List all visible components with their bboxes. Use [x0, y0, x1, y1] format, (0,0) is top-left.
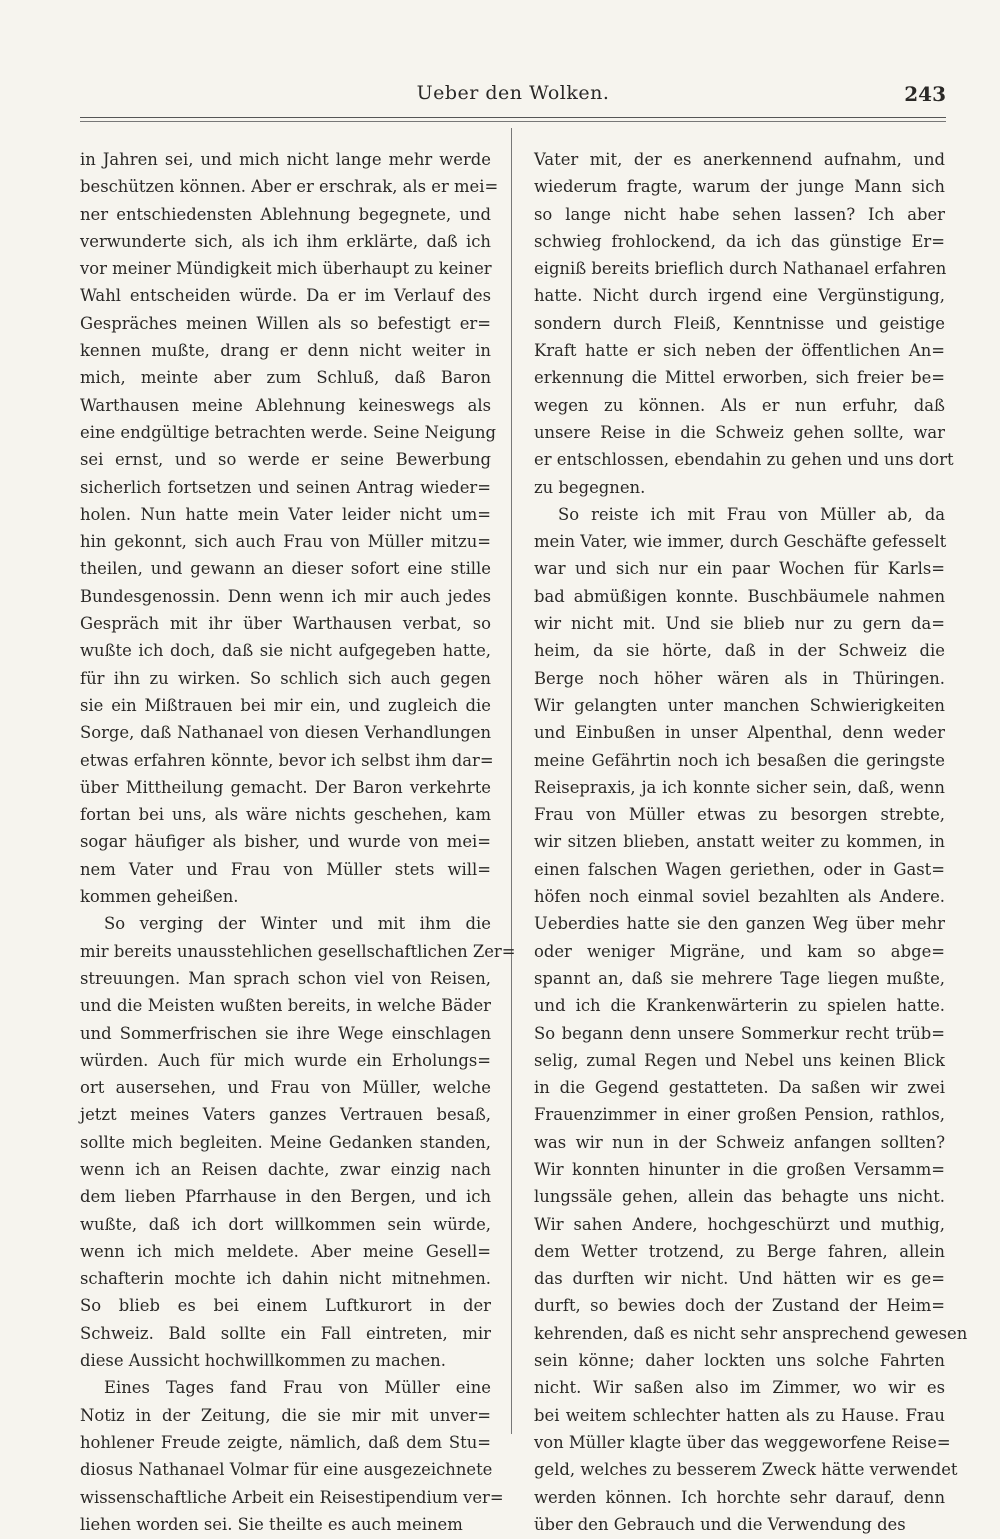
text-line: nicht. Wir saßen also im Zimmer, wo wir es — [534, 1378, 945, 1398]
text-line: für ihn zu wirken. So schlich sich auch gegen — [80, 668, 491, 688]
running-head — [80, 82, 946, 110]
text-line: So blieb es bei einem Luftkurort in der — [80, 1296, 491, 1316]
text-line: meine Gefährtin noch ich besaßen die geringste — [534, 750, 945, 770]
text-line: höfen noch einmal soviel bezahlten als Andere. — [534, 887, 945, 907]
text-line: von Müller klagte über das weggeworfene Reise= — [534, 1432, 951, 1452]
text-line: wenn ich mich meldete. Aber meine Gesell= — [80, 1241, 491, 1261]
text-line: verwunderte sich, als ich ihm erklärte, daß ich — [80, 231, 491, 251]
text-line: über Mittheilung gemacht. Der Baron verkehrte — [80, 777, 491, 797]
running-title: Ueber den Wolken. — [416, 82, 610, 104]
text-line: und Einbußen in unser Alpenthal, denn weder — [534, 723, 945, 743]
text-line: So verging der Winter und mit ihm die — [104, 914, 491, 934]
text-line: schafterin mochte ich dahin nicht mitnehmen. — [80, 1269, 491, 1289]
text-line: Frauenzimmer in einer großen Pension, rathlos, — [534, 1105, 945, 1125]
text-line: mein Vater, wie immer, durch Geschäfte gefesselt — [534, 532, 947, 552]
text-line: und Sommerfrischen sie ihre Wege einschlagen — [80, 1023, 491, 1043]
text-line: sie ein Mißtrauen bei mir ein, und zugleich die — [80, 695, 491, 715]
text-line: spannt an, daß sie mehrere Tage liegen mußte, — [534, 968, 945, 988]
text-line: Bundesgenossin. Denn wenn ich mir auch jedes — [80, 586, 491, 606]
text-line: das durften wir nicht. Und hätten wir es ge= — [534, 1269, 945, 1289]
text-line: sogar häufiger als bisher, und wurde von mei= — [80, 832, 491, 852]
text-line: bei weitem schlechter hatten als zu Hause. Frau — [534, 1405, 945, 1425]
text-line: in Jahren sei, und mich nicht lange mehr werde — [80, 150, 491, 169]
text-line: Kraft hatte er sich neben der öffentlichen An= — [534, 341, 945, 361]
text-line: kennen mußte, drang er denn nicht weiter in — [80, 341, 491, 361]
text-line: über den Gebrauch und die Verwendung des — [534, 1514, 906, 1534]
text-line: sollte mich begleiten. Meine Gedanken standen, — [80, 1132, 491, 1152]
text-line: wegen zu können. Als er nun erfuhr, daß — [534, 395, 945, 415]
text-line: Frau von Müller etwas zu besorgen strebte, — [534, 805, 945, 825]
text-line: und die Meisten wußten bereits, in welche Bäder — [80, 996, 491, 1016]
text-line: war und sich nur ein paar Wochen für Karls= — [534, 559, 945, 579]
text-line: dem Wetter trotzend, zu Berge fahren, allein — [534, 1241, 945, 1261]
text-line: wir sitzen blieben, anstatt weiter zu kommen, in — [534, 832, 945, 852]
text-line: durft, so bewies doch der Zustand der Heim= — [534, 1296, 945, 1316]
text-line: wußte, daß ich dort willkommen sein würde, — [80, 1214, 491, 1234]
text-line: So reiste ich mit Frau von Müller ab, da — [558, 504, 945, 524]
text-line: fortan bei uns, als wäre nichts geschehen, kam — [80, 805, 491, 825]
text-line: schwieg frohlockend, da ich das günstige Er= — [534, 231, 945, 251]
text-line: Ueberdies hatte sie den ganzen Weg über mehr — [534, 914, 945, 934]
text-line: eine endgültige betrachten werde. Seine Neigung — [80, 422, 497, 442]
text-line: so lange nicht habe sehen lassen? Ich aber — [534, 204, 945, 224]
text-line: würden. Auch für mich wurde ein Erholungs= — [80, 1050, 491, 1070]
text-line: hatte. Nicht durch irgend eine Vergünstigung, — [534, 286, 945, 306]
text-line: Schweiz. Bald sollte ein Fall eintreten, mir — [80, 1323, 491, 1343]
text-line: Wir konnten hinunter in die großen Versamm= — [534, 1159, 945, 1179]
header-rule-secondary — [80, 121, 946, 122]
text-line: wiederum fragte, warum der junge Mann sich — [534, 177, 945, 197]
text-line: liehen worden sei. Sie theilte es auch meinem — [80, 1514, 463, 1534]
text-line: heim, da sie hörte, daß in der Schweiz die — [534, 641, 945, 661]
text-line: Wir gelangten unter manchen Schwierigkeiten — [534, 695, 945, 715]
column-divider — [511, 128, 512, 1434]
text-line: in die Gegend gestatteten. Da saßen wir zwei — [534, 1078, 945, 1098]
text-line: hin gekonnt, sich auch Frau von Müller mitzu= — [80, 532, 491, 552]
text-line: unsere Reise in die Schweiz gehen sollte, war — [534, 422, 945, 442]
text-line: zu begegnen. — [534, 477, 646, 497]
page-number: 243 — [904, 82, 946, 106]
text-line: lungssäle gehen, allein das behagte uns nicht. — [534, 1187, 945, 1207]
text-line: werden können. Ich horchte sehr darauf, denn — [534, 1487, 945, 1507]
text-line: vor meiner Mündigkeit mich überhaupt zu keiner — [80, 259, 492, 279]
text-line: Vater mit, der es anerkennend aufnahm, und — [534, 150, 945, 169]
header-rule — [80, 117, 946, 118]
text-line: kehrenden, daß es nicht sehr ansprechend gewesen — [534, 1323, 968, 1343]
text-line: mich, meinte aber zum Schluß, daß Baron — [80, 368, 491, 388]
right-text-column — [534, 146, 968, 1538]
text-line: erkennung die Mittel erworben, sich freier be= — [534, 368, 945, 388]
text-line: hohlener Freude zeigte, nämlich, daß dem Stu= — [80, 1432, 491, 1452]
text-line: geld, welches zu besserem Zweck hätte verwendet — [534, 1460, 958, 1480]
text-line: und ich die Krankenwärterin zu spielen hatte. — [534, 996, 945, 1016]
text-line: sondern durch Fleiß, Kenntnisse und geistige — [534, 313, 945, 333]
text-line: sicherlich fortsetzen und seinen Antrag wieder= — [80, 477, 491, 497]
text-line: was wir nun in der Schweiz anfangen sollten? — [534, 1132, 945, 1152]
text-line: Warthausen meine Ablehnung keineswegs als — [80, 395, 491, 415]
left-text-column — [80, 146, 516, 1538]
text-line: Berge noch höher wären als in Thüringen. — [534, 668, 945, 688]
text-line: dem lieben Pfarrhause in den Bergen, und ich — [80, 1187, 491, 1207]
text-line: sei ernst, und so werde er seine Bewerbung — [80, 450, 491, 470]
text-line: Wir sahen Andere, hochgeschürzt und muthig, — [534, 1214, 945, 1234]
text-line: sein könne; daher lockten uns solche Fahrten — [534, 1351, 945, 1371]
text-line: mir bereits unausstehlichen gesellschaftlichen Zer= — [80, 941, 516, 961]
text-line: bad abmüßigen konnte. Buschbäumele nahmen — [534, 586, 945, 606]
text-line: wissenschaftliche Arbeit ein Reisestipendium ver= — [80, 1487, 504, 1507]
text-line: etwas erfahren könnte, bevor ich selbst ihm dar= — [80, 750, 494, 770]
text-line: jetzt meines Vaters ganzes Vertrauen besaß, — [80, 1105, 491, 1125]
text-line: beschützen können. Aber er erschrak, als er mei= — [80, 177, 499, 197]
text-line: So begann denn unsere Sommerkur recht trüb= — [534, 1023, 945, 1043]
text-line: wußte ich doch, daß sie nicht aufgegeben hatte, — [80, 641, 491, 661]
text-line: diosus Nathanael Volmar für eine ausgezeichnete — [80, 1460, 493, 1480]
text-line: wenn ich an Reisen dachte, zwar einzig nach — [80, 1159, 491, 1179]
text-line: Sorge, daß Nathanael von diesen Verhandlungen — [80, 723, 491, 743]
text-line: Eines Tages fand Frau von Müller eine — [104, 1378, 491, 1398]
text-line: Gespräch mit ihr über Warthausen verbat, so — [80, 614, 491, 634]
text-line: oder weniger Migräne, und kam so abge= — [534, 941, 945, 961]
text-line: Wahl entscheiden würde. Da er im Verlauf des — [80, 286, 491, 306]
text-line: einen falschen Wagen geriethen, oder in Gast= — [534, 859, 945, 879]
text-line: streuungen. Man sprach schon viel von Reisen, — [80, 968, 491, 988]
text-line: er entschlossen, ebendahin zu gehen und uns dort — [534, 450, 954, 470]
text-line: ner entschiedensten Ablehnung begegnete, und — [80, 204, 491, 224]
text-line: wir nicht mit. Und sie blieb nur zu gern da= — [534, 614, 945, 634]
text-line: eigniß bereits brieflich durch Nathanael erfahren — [534, 259, 947, 279]
text-line: ort ausersehen, und Frau von Müller, welche — [80, 1078, 491, 1098]
text-line: Notiz in der Zeitung, die sie mir mit unver= — [80, 1405, 491, 1425]
text-line: kommen geheißen. — [80, 887, 239, 907]
text-line: nem Vater und Frau von Müller stets will= — [80, 859, 491, 879]
text-line: holen. Nun hatte mein Vater leider nicht um= — [80, 504, 491, 524]
text-line: Reisepraxis, ja ich konnte sicher sein, daß, wenn — [534, 777, 945, 797]
text-line: selig, zumal Regen und Nebel uns keinen Blick — [534, 1050, 945, 1070]
text-line: Gespräches meinen Willen als so befestigt er= — [80, 313, 491, 333]
text-line: theilen, und gewann an dieser sofort eine stille — [80, 559, 491, 579]
text-line: diese Aussicht hochwillkommen zu machen. — [80, 1351, 446, 1371]
